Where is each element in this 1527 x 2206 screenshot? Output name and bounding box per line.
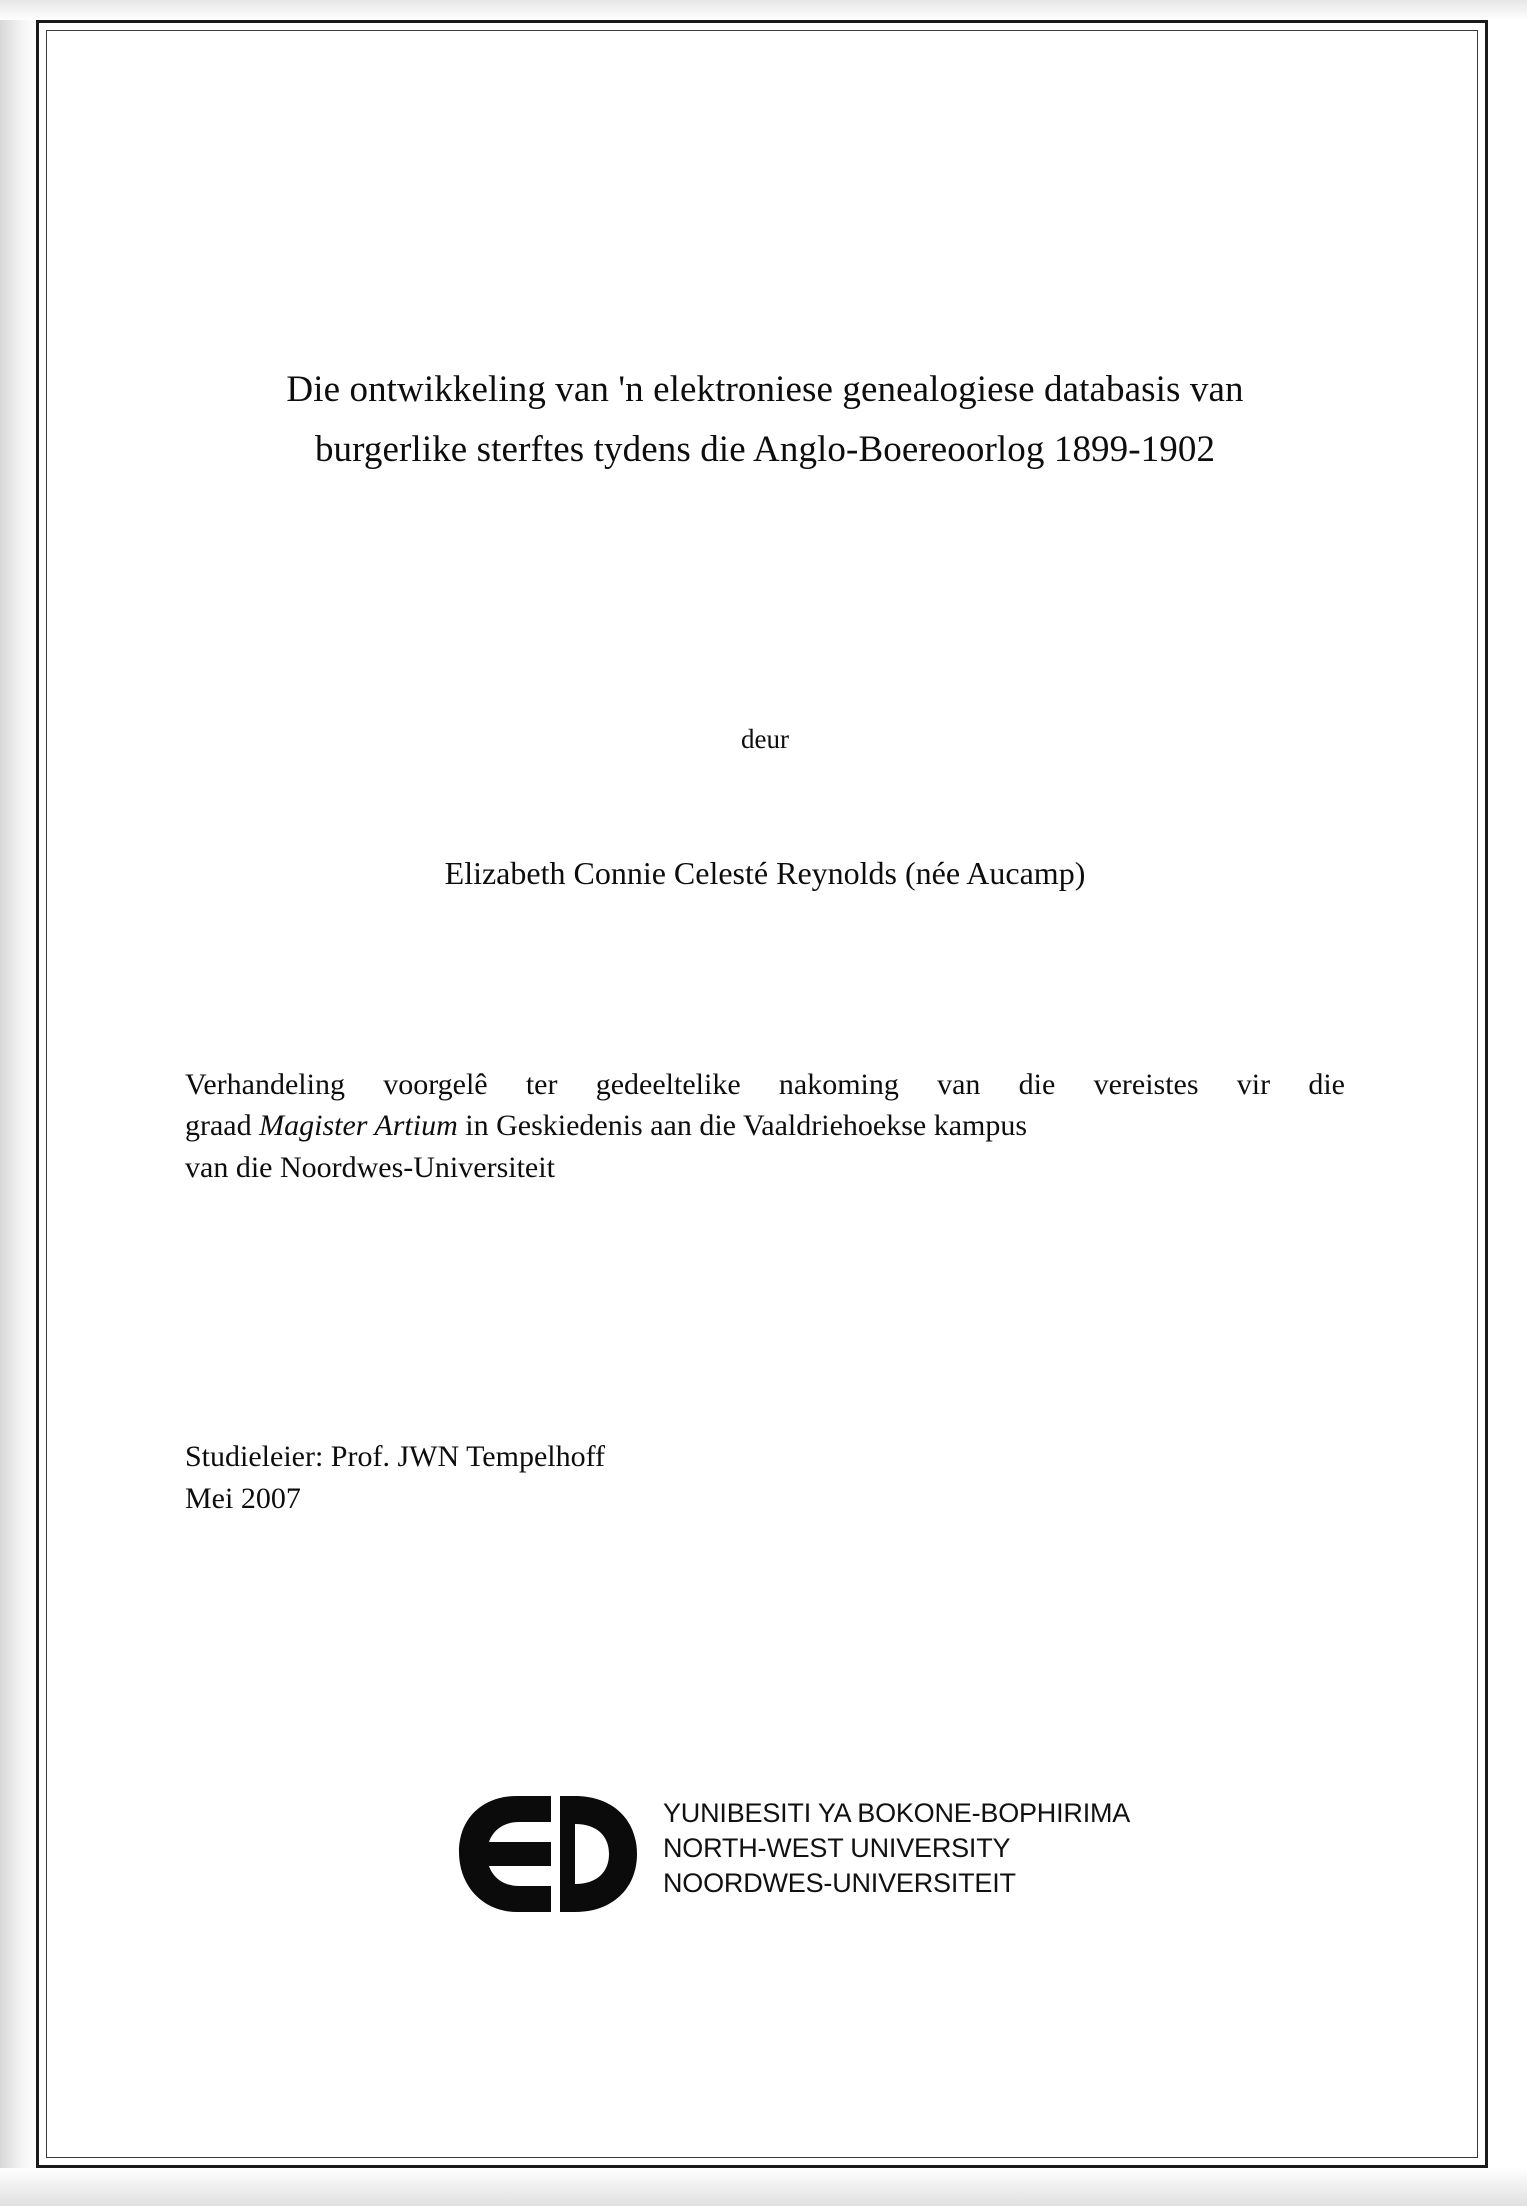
nwu-logo-line-3: NOORDWES-UNIVERSITEIT (663, 1868, 1016, 1899)
by-label: deur (741, 723, 789, 754)
title-page-content (185, 360, 1345, 1520)
nwu-logo-line-1: YUNIBESITI YA BOKONE-BOPHIRIMA (663, 1798, 1131, 1828)
degree-statement-line-2-pre: graad (185, 1109, 260, 1143)
title-line-1: Die ontwikkeling van 'n elektroniese genealogiese databasis van (286, 369, 1244, 410)
supervisor-and-date (185, 1188, 1345, 1520)
nwu-logo-mark (455, 1794, 650, 1916)
nwu-logo-line-2: NORTH-WEST UNIVERSITY (663, 1833, 1011, 1864)
author-name: Elizabeth Connie Celesté Reynolds (née Aucamp) (444, 854, 1086, 891)
supervisor-line: Studieleier: Prof. JWN Tempelhoff (185, 1440, 606, 1474)
date-line: Mei 2007 (185, 1482, 301, 1516)
degree-statement-line-2 (185, 1105, 1345, 1146)
scan-edge-shadow-top (0, 0, 1527, 20)
degree-statement-line-2-post: in Geskiedenis aan die Vaaldriehoekse kampus (457, 1109, 1028, 1143)
degree-statement-line-3: van die Noordwes-Universiteit (185, 1150, 555, 1184)
scan-edge-shadow-left (0, 0, 36, 2206)
degree-name-italic: Magister Artium (259, 1109, 458, 1143)
title-line-2: burgerlike sterftes tydens die Anglo-Boereoorlog 1899-1902 (314, 428, 1216, 470)
nwu-logo (455, 1790, 1131, 1925)
nwu-logo-text (663, 1796, 1130, 1901)
scan-edge-shadow-bottom (0, 2168, 1527, 2206)
page-title (185, 360, 1345, 480)
degree-statement (185, 892, 1345, 1188)
degree-statement-line-1: Verhandeling voorgelê ter gedeeltelike nakoming van die vereistes vir die (185, 1067, 1345, 1101)
